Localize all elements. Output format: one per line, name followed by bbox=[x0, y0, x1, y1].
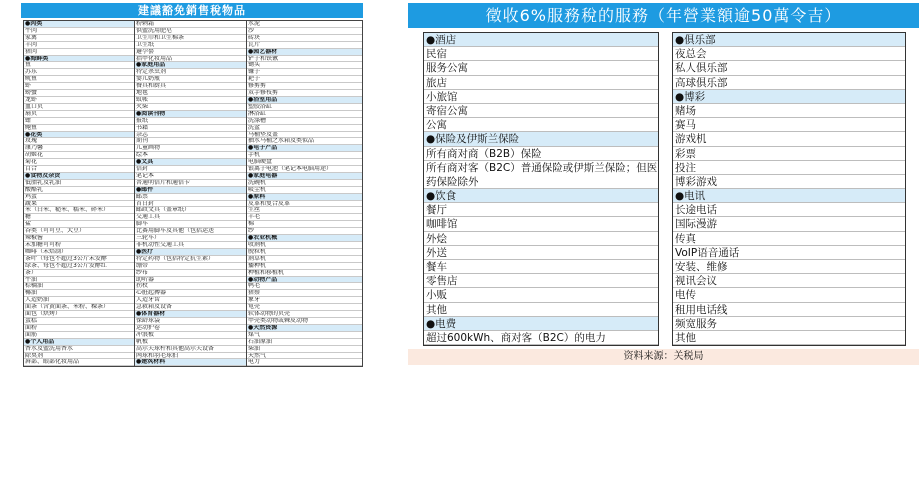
exempt-items-column-2 bbox=[135, 21, 247, 366]
service-item: 博彩游戏 bbox=[673, 175, 905, 189]
exempt-item: 人造牙齿 bbox=[135, 297, 246, 304]
service-item: 小旅馆 bbox=[424, 90, 658, 104]
exempt-item: 螃蟹 bbox=[24, 90, 134, 97]
service-item: 安装、维修 bbox=[673, 260, 905, 274]
exempt-item: 脱粒机 bbox=[247, 249, 362, 256]
exempt-item: 鱿鱼 bbox=[24, 76, 134, 83]
service-item: 民宿 bbox=[424, 47, 658, 61]
exempt-item: 家禽 bbox=[24, 35, 134, 42]
exempt-item: 盐 bbox=[24, 221, 134, 228]
service-item: 夜总会 bbox=[673, 47, 905, 61]
exempt-item: 面条（含黄面条、米粉、粿条） bbox=[24, 304, 134, 311]
exempt-item: 茶） bbox=[24, 270, 134, 277]
exempt-item: 唇部、眼部化妆用品 bbox=[24, 359, 134, 366]
exempt-item: 龙虾 bbox=[24, 97, 134, 104]
exempt-items-column-3 bbox=[247, 21, 362, 366]
service-item: VoIP语音通话 bbox=[673, 246, 905, 260]
exempt-item: 生丝 bbox=[247, 207, 362, 214]
exempt-item: 甲壳类动物或棘皮动物 bbox=[247, 318, 362, 325]
exempt-item: 卫生纸 bbox=[135, 42, 246, 49]
service-item: 频宽服务 bbox=[673, 317, 905, 331]
exempt-item: 未加糖可可粉 bbox=[24, 242, 134, 249]
service-category-header: ●博彩 bbox=[673, 90, 905, 104]
exempt-item: 低脂乳及乳油 bbox=[24, 180, 134, 187]
exempt-item: 糖 bbox=[24, 214, 134, 221]
exempt-item: 羊毛 bbox=[247, 214, 362, 221]
service-item: 视讯会议 bbox=[673, 274, 905, 288]
exempt-item: 辣椒酱 bbox=[24, 235, 134, 242]
exempt-item: 面粉 bbox=[24, 325, 134, 332]
exempt-item: 鸡蛋 bbox=[24, 194, 134, 201]
exempt-item: 铲子和铁锹 bbox=[247, 56, 362, 63]
exempt-item: 帆板 bbox=[135, 339, 246, 346]
exempt-category-header: ●花类 bbox=[24, 132, 134, 139]
service-item: 其他 bbox=[424, 303, 658, 317]
service-item: 私人俱乐部 bbox=[673, 61, 905, 75]
exempt-item: 椰油 bbox=[24, 290, 134, 297]
service-item: 电传 bbox=[673, 288, 905, 302]
exempt-item: 割草机 bbox=[247, 256, 362, 263]
service-item: 服务公寓 bbox=[424, 61, 658, 75]
source-note: 资料来源：关税局 bbox=[408, 349, 919, 365]
exempt-item: 手机 bbox=[247, 152, 362, 159]
exempt-item: 冲浪板 bbox=[135, 332, 246, 339]
exempt-item: 镰子 bbox=[247, 69, 362, 76]
exempt-item: 面包（烘烤） bbox=[24, 311, 134, 318]
exempt-item: 塑胶浴缸 bbox=[247, 104, 362, 111]
exempt-item: 蚊帐 bbox=[135, 97, 246, 104]
service-item: 所有商对商（B2B）保险 bbox=[424, 147, 658, 161]
exempt-item: 棉 bbox=[247, 221, 362, 228]
service-item: 外送 bbox=[424, 246, 658, 260]
exempt-item: 网球和羽毛球拍 bbox=[135, 353, 246, 360]
exempt-item: 蔬果 bbox=[24, 201, 134, 208]
exempt-item: 邮政文具（盖章纸） bbox=[135, 207, 246, 214]
exempt-item: 猪鬃 bbox=[247, 290, 362, 297]
exempt-item: 鲍鱼 bbox=[24, 125, 134, 132]
service-item: 其他 bbox=[673, 331, 905, 345]
exempt-item: 特定药物（包括特定抗生素） bbox=[135, 256, 246, 263]
exempt-category-header: ●家庭用品 bbox=[135, 62, 246, 69]
exempt-category-header: ●个人用品 bbox=[24, 339, 134, 346]
service-item: 咖啡馆 bbox=[424, 217, 658, 231]
service-item: 超过600kWh、商对客（B2C）的电力 bbox=[424, 331, 658, 345]
service-item: 游戏机 bbox=[673, 132, 905, 146]
exempt-item: 脚车 bbox=[135, 221, 246, 228]
exempt-item: 餐具和厨具 bbox=[135, 83, 246, 90]
exempt-category-header: ●电子产品 bbox=[247, 145, 362, 152]
exempt-category-header: ●文具 bbox=[135, 159, 246, 166]
exempt-item: 比赛用脚车及其他（包括运送 bbox=[135, 228, 246, 235]
exempt-item: 沙 bbox=[247, 28, 362, 35]
exempt-category-header: ●肉类 bbox=[24, 21, 134, 28]
exempt-item: 普通明信片和通信卡 bbox=[135, 180, 246, 187]
exempt-item: 米（白米、糙米、糯米、碎米） bbox=[24, 207, 134, 214]
exempt-item: 抽水马桶之水箱及类似品 bbox=[247, 138, 362, 145]
service-item: 长途电话 bbox=[673, 203, 905, 217]
exempt-category-header: ●建筑材料 bbox=[135, 359, 246, 366]
exempt-item: 信封 bbox=[135, 166, 246, 173]
exempt-item: 双手修枝剪 bbox=[247, 90, 362, 97]
exempt-item: 人造奶油 bbox=[24, 297, 134, 304]
exempt-item: 洗涤槽 bbox=[247, 118, 362, 125]
exempt-item: 纱 bbox=[247, 228, 362, 235]
exempt-item: 绷带 bbox=[135, 263, 246, 270]
service-item: 投注 bbox=[673, 161, 905, 175]
exempt-item: 茶叶（每包不超过3公斤未发酵 bbox=[24, 256, 134, 263]
exempt-item: 首日封 bbox=[135, 201, 246, 208]
exempt-item: 婴儿奶瓶 bbox=[135, 76, 246, 83]
exempt-item: 急救箱及设备 bbox=[135, 304, 246, 311]
exempt-item: 电脑硬盘 bbox=[247, 159, 362, 166]
exempt-item: 助听器 bbox=[135, 277, 246, 284]
exempt-items-column-1 bbox=[24, 21, 135, 366]
exempt-item: 非机动性交通工具 bbox=[135, 242, 246, 249]
exempt-item: 谷类（可可豆、大豆） bbox=[24, 228, 134, 235]
exempt-item: 除臭剂 bbox=[24, 353, 134, 360]
exempt-category-header: ●家庭电器 bbox=[247, 173, 362, 180]
exempt-item: 咖啡（未焙制） bbox=[24, 249, 134, 256]
exempt-category-header: ●邮件 bbox=[135, 187, 246, 194]
exempt-item: 种植和移植机 bbox=[247, 270, 362, 277]
exempt-item: 鸭毛 bbox=[247, 283, 362, 290]
exempt-category-header: ●体育器材 bbox=[135, 311, 246, 318]
exempt-item: 猪肉 bbox=[24, 49, 134, 56]
exempt-item: 康乃馨 bbox=[24, 145, 134, 152]
service-category-header: ●俱乐部 bbox=[673, 33, 905, 47]
exempt-item: 皮革和复合皮革 bbox=[247, 201, 362, 208]
exempt-item: 播种机 bbox=[247, 263, 362, 270]
service-item: 赛马 bbox=[673, 118, 905, 132]
exempt-item: 儿童画物 bbox=[135, 145, 246, 152]
exempt-item: 书籍 bbox=[135, 125, 246, 132]
exempt-item: 报纸 bbox=[135, 118, 246, 125]
exempt-item: 收割机 bbox=[247, 242, 362, 249]
exempt-item: 邮票 bbox=[135, 194, 246, 201]
exempt-item: 绘本 bbox=[135, 152, 246, 159]
exempt-item: 高尔夫球杆和其他高尔夫设备 bbox=[135, 346, 246, 353]
exempt-item: 绿茶、每包不超过3公斤发酵红 bbox=[24, 263, 134, 270]
exempt-item: 保龄球袋 bbox=[135, 318, 246, 325]
exempt-item: 天然气 bbox=[247, 353, 362, 360]
exempt-category-header: ●海鲜类 bbox=[24, 56, 134, 63]
exempt-item: 银离子电池（笔记本电脑用途） bbox=[247, 166, 362, 173]
exempt-items-panel bbox=[21, 3, 363, 482]
service-item: 外烩 bbox=[424, 232, 658, 246]
exempt-item: 火柴 bbox=[135, 104, 246, 111]
exempt-item: 象牙 bbox=[247, 297, 362, 304]
service-item: 餐厅 bbox=[424, 203, 658, 217]
exempt-category-header: ●园艺器材 bbox=[247, 49, 362, 56]
exempt-category-header: ●原料 bbox=[247, 194, 362, 201]
service-category-header: ●饮食 bbox=[424, 189, 658, 203]
exempt-item: 马桶垫及盖 bbox=[247, 132, 362, 139]
exempt-item: 指甲化妆用品 bbox=[135, 56, 246, 63]
exempt-item: 软体动物的贝壳 bbox=[247, 311, 362, 318]
exempt-item: 玫瑰 bbox=[24, 138, 134, 145]
service-item: 寄宿公寓 bbox=[424, 104, 658, 118]
exempt-item: 吸尘机 bbox=[247, 187, 362, 194]
service-tax-title: 徵收6%服務稅的服務（年營業額逾50萬令吉） bbox=[408, 3, 919, 28]
exempt-items-title: 建議豁免銷售稅物品 bbox=[21, 3, 363, 18]
exempt-category-header: ●阅读刊物 bbox=[135, 111, 246, 118]
exempt-item: 菊花 bbox=[24, 159, 134, 166]
exempt-item: 交通工具 bbox=[135, 214, 246, 221]
exempt-item: 修剪剪 bbox=[247, 83, 362, 90]
exempt-category-header: ●食物及杂货 bbox=[24, 173, 134, 180]
exempt-item: 淋浴缸 bbox=[247, 111, 362, 118]
exempt-item: 瓦片 bbox=[247, 42, 362, 49]
exempt-item: 血口贝 bbox=[24, 104, 134, 111]
exempt-item: 洗碗机 bbox=[247, 180, 362, 187]
exempt-item: 香水及盥洗用香水 bbox=[24, 346, 134, 353]
exempt-item: 鱼 bbox=[24, 62, 134, 69]
exempt-item: 虾 bbox=[24, 83, 134, 90]
service-item: 赌场 bbox=[673, 104, 905, 118]
exempt-item: 纱布 bbox=[135, 270, 246, 277]
exempt-item: 杂志 bbox=[135, 132, 246, 139]
exempt-item: 拐杖 bbox=[135, 283, 246, 290]
exempt-item: 百合 bbox=[24, 166, 134, 173]
exempt-item: 心脏起搏器 bbox=[135, 290, 246, 297]
exempt-item: 笔记本 bbox=[135, 173, 246, 180]
exempt-item: 蛋糕 bbox=[24, 318, 134, 325]
exempt-items-table bbox=[23, 20, 363, 367]
exempt-item: 供盥洗用肥皂 bbox=[135, 28, 246, 35]
service-category-header: ●酒店 bbox=[424, 33, 658, 47]
exempt-item: 棕榈油 bbox=[24, 283, 134, 290]
service-category-header: ●保险及伊斯兰保险 bbox=[424, 132, 658, 146]
exempt-item: 扇贝 bbox=[24, 111, 134, 118]
service-item: 旅店 bbox=[424, 76, 658, 90]
exempt-item: 砖块 bbox=[247, 35, 362, 42]
exempt-category-header: ●农业机械 bbox=[247, 235, 362, 242]
exempt-item: 面筋 bbox=[24, 332, 134, 339]
exempt-item: 地毯 bbox=[135, 90, 246, 97]
exempt-item: 苏东 bbox=[24, 69, 134, 76]
service-item: 传真 bbox=[673, 232, 905, 246]
exempt-item: 柴油 bbox=[247, 346, 362, 353]
service-tax-table-left bbox=[423, 32, 659, 346]
exempt-item: 石油原油 bbox=[247, 339, 362, 346]
exempt-item: 粉刺霜 bbox=[135, 21, 246, 28]
exempt-item: 运动护卷 bbox=[135, 325, 246, 332]
service-item: 所有商对客（B2C）普通保险或伊斯兰保险；但医药保险除外 bbox=[426, 161, 658, 188]
service-item: 高球俱乐部 bbox=[673, 76, 905, 90]
service-tax-table-right bbox=[672, 32, 906, 346]
exempt-item: 胡姬花 bbox=[24, 152, 134, 159]
service-item: 彩票 bbox=[673, 147, 905, 161]
exempt-item: 酸酪乳 bbox=[24, 187, 134, 194]
exempt-item: 羊肉 bbox=[24, 42, 134, 49]
exempt-item: 煤气 bbox=[247, 332, 362, 339]
service-item: 餐车 bbox=[424, 260, 658, 274]
service-item: 小贩 bbox=[424, 288, 658, 302]
service-category-header: ●电费 bbox=[424, 317, 658, 331]
exempt-item: 水泥 bbox=[247, 21, 362, 28]
exempt-item: 牛油 bbox=[24, 277, 134, 284]
service-item: 租用电话线 bbox=[673, 303, 905, 317]
exempt-item: 牛肉 bbox=[24, 28, 134, 35]
exempt-category-header: ●动物产品 bbox=[247, 277, 362, 284]
service-category-header: ●电讯 bbox=[673, 189, 905, 203]
exempt-item: 三轮车） bbox=[135, 235, 246, 242]
exempt-category-header: ●天然资源 bbox=[247, 325, 362, 332]
exempt-item: 耙子 bbox=[247, 76, 362, 83]
exempt-item: 期刊 bbox=[135, 138, 246, 145]
exempt-item: 洗盆 bbox=[247, 125, 362, 132]
exempt-item: 避孕套 bbox=[135, 49, 246, 56]
exempt-item: 蚶 bbox=[24, 118, 134, 125]
exempt-item: 电力 bbox=[247, 359, 362, 366]
exempt-item: 龟壳 bbox=[247, 304, 362, 311]
service-item: 国际漫游 bbox=[673, 217, 905, 231]
service-item: 零售店 bbox=[424, 274, 658, 288]
exempt-item: 特定杀虫剂 bbox=[135, 69, 246, 76]
service-item: 公寓 bbox=[424, 118, 658, 132]
exempt-item: 锄头 bbox=[247, 62, 362, 69]
exempt-category-header: ●医疗 bbox=[135, 249, 246, 256]
exempt-category-header: ●浴室用品 bbox=[247, 97, 362, 104]
exempt-item: 卫生巾和卫生棉条 bbox=[135, 35, 246, 42]
